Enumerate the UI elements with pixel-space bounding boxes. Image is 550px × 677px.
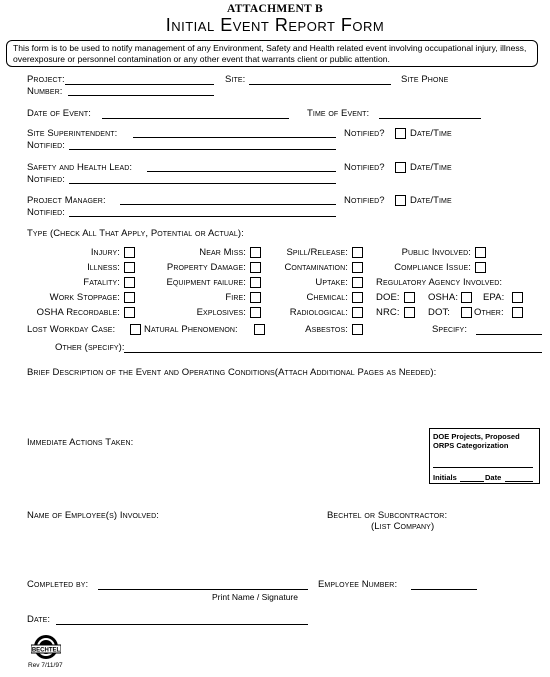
safety-lead-notified-input[interactable]	[69, 183, 336, 184]
superintendent-notified-input[interactable]	[69, 149, 336, 150]
compliance-issue-checkbox[interactable]	[475, 262, 486, 273]
osha-recordable-checkbox[interactable]	[124, 307, 135, 318]
uptake-label: Uptake:	[315, 277, 348, 288]
radiological-checkbox[interactable]	[352, 307, 363, 318]
near-miss-checkbox[interactable]	[250, 247, 261, 258]
date-of-event-input[interactable]	[102, 118, 289, 119]
explosives-checkbox[interactable]	[250, 307, 261, 318]
explosives-label: Explosives:	[196, 307, 246, 318]
nrc-checkbox[interactable]	[404, 307, 415, 318]
near-miss-label: Near Miss:	[199, 247, 246, 258]
fire-label: Fire:	[225, 292, 246, 303]
property-damage-checkbox[interactable]	[250, 262, 261, 273]
logo-text: BECHTEL	[31, 647, 61, 654]
illness-label: Illness:	[87, 262, 120, 273]
completed-by-input[interactable]	[98, 589, 308, 590]
nrc-label: NRC:	[376, 307, 400, 318]
completed-by-label: Completed by:	[27, 579, 89, 590]
chemical-label: Chemical:	[306, 292, 348, 303]
superintendent-notified-q: Notified?	[344, 128, 385, 139]
number-input[interactable]	[68, 95, 214, 96]
equipment-failure-label: Equipment failure:	[166, 277, 246, 288]
bechtel-subcontractor-label: Bechtel or Subcontractor:	[327, 510, 448, 521]
employee-number-input[interactable]	[411, 589, 477, 590]
spill-release-label: Spill/Release:	[286, 247, 348, 258]
site-superintendent-input[interactable]	[133, 137, 336, 138]
injury-label: Injury:	[90, 247, 120, 258]
lost-workday-label: Lost Workday Case:	[27, 324, 116, 335]
employees-involved-label: Name of Employee(s) Involved:	[27, 510, 159, 521]
number-label: Number:	[27, 86, 63, 97]
orps-categorization-box	[429, 428, 540, 484]
form-title: Initial Event Report Form	[165, 15, 385, 35]
project-manager-notified-input[interactable]	[69, 216, 336, 217]
site-label: Site:	[225, 74, 246, 85]
superintendent-notified-checkbox[interactable]	[395, 128, 406, 139]
orps-date-input[interactable]	[505, 481, 533, 482]
specify-input[interactable]	[476, 334, 542, 335]
compliance-issue-label: Compliance Issue:	[394, 262, 471, 273]
injury-checkbox[interactable]	[124, 247, 135, 258]
project-manager-notified-checkbox[interactable]	[395, 195, 406, 206]
orps-date-label: Date	[485, 473, 502, 482]
natural-phenomenon-label: Natural Phenomenon:	[144, 324, 238, 335]
safety-lead-label: Safety and Health Lead:	[27, 162, 133, 173]
employee-number-label: Employee Number:	[318, 579, 398, 590]
public-involved-label: Public Involved:	[401, 247, 471, 258]
time-of-event-input[interactable]	[379, 118, 481, 119]
orps-initials-label: Initials	[433, 473, 457, 482]
project-manager-notified-label: Notified:	[27, 207, 66, 218]
spill-release-checkbox[interactable]	[352, 247, 363, 258]
immediate-actions-label: Immediate Actions Taken:	[27, 437, 134, 448]
project-label: Project:	[27, 74, 65, 85]
project-input[interactable]	[65, 84, 214, 85]
bechtel-logo	[31, 633, 61, 661]
project-manager-datetime-label: Date/Time	[410, 195, 452, 206]
specify-label: Specify:	[432, 324, 468, 335]
uptake-checkbox[interactable]	[352, 277, 363, 288]
other-agency-checkbox[interactable]	[512, 307, 523, 318]
radiological-label: Radiological:	[289, 307, 348, 318]
project-manager-notified-q: Notified?	[344, 195, 385, 206]
contamination-checkbox[interactable]	[352, 262, 363, 273]
contamination-label: Contamination:	[284, 262, 348, 273]
list-company-label: (List Company)	[371, 521, 435, 532]
asbestos-checkbox[interactable]	[352, 324, 363, 335]
work-stoppage-checkbox[interactable]	[124, 292, 135, 303]
public-involved-checkbox[interactable]	[475, 247, 486, 258]
orps-category-input[interactable]	[433, 467, 533, 468]
equipment-failure-checkbox[interactable]	[250, 277, 261, 288]
asbestos-label: Asbestos:	[305, 324, 348, 335]
dot-label: DOT:	[428, 307, 451, 318]
fire-checkbox[interactable]	[250, 292, 261, 303]
doe-label: DOE:	[376, 292, 400, 303]
project-manager-input[interactable]	[120, 204, 336, 205]
osha-label: OSHA:	[428, 292, 459, 303]
type-heading: Type (Check All That Apply, Potential or Actual):	[27, 228, 244, 239]
notice-box: This form is to be used to notify management of any Environment, Safety and Health related event involving occupational injury, illness, overexposure or personnel contamination or any other event that warrants client or public attention.	[6, 40, 538, 67]
lost-workday-checkbox[interactable]	[130, 324, 141, 335]
safety-lead-notified-q: Notified?	[344, 162, 385, 173]
osha-recordable-label: OSHA Recordable:	[36, 307, 120, 318]
property-damage-label: Property Damage:	[166, 262, 246, 273]
date-of-event-label: Date of Event:	[27, 108, 91, 119]
osha-checkbox[interactable]	[461, 292, 472, 303]
attachment-label: ATTACHMENT B	[227, 3, 323, 15]
epa-label: EPA:	[483, 292, 505, 303]
print-name-label: Print Name / Signature	[212, 592, 298, 602]
orps-line2: ORPS Categorization	[433, 441, 509, 450]
other-agency-label: Other:	[474, 307, 504, 318]
time-of-event-label: Time of Event:	[307, 108, 370, 119]
safety-lead-datetime-label: Date/Time	[410, 162, 452, 173]
revision-label: Rev 7/11/97	[28, 662, 63, 669]
doe-checkbox[interactable]	[404, 292, 415, 303]
other-specify-label: Other (specify):	[55, 342, 125, 353]
fatality-label: Fatality:	[83, 277, 120, 288]
fatality-checkbox[interactable]	[124, 277, 135, 288]
superintendent-datetime-label: Date/Time	[410, 128, 452, 139]
safety-lead-notified-checkbox[interactable]	[395, 162, 406, 173]
regulatory-agency-label: Regulatory Agency Involved:	[376, 277, 503, 288]
brief-description-label: Brief Description of the Event and Operating Conditions(Attach Additional Pages as Needed):	[27, 367, 437, 378]
work-stoppage-label: Work Stoppage:	[49, 292, 120, 303]
site-phone-label: Site Phone	[401, 74, 449, 85]
site-input[interactable]	[249, 84, 391, 85]
project-manager-label: Project Manager:	[27, 195, 106, 206]
dot-checkbox[interactable]	[461, 307, 472, 318]
safety-lead-notified-label: Notified:	[27, 174, 66, 185]
date-label: Date:	[27, 614, 51, 625]
safety-lead-input[interactable]	[147, 171, 336, 172]
chemical-checkbox[interactable]	[352, 292, 363, 303]
other-specify-input[interactable]	[124, 352, 542, 353]
orps-line1: DOE Projects, Proposed	[433, 432, 520, 441]
date-input[interactable]	[56, 624, 308, 625]
superintendent-notified-label: Notified:	[27, 140, 66, 151]
epa-checkbox[interactable]	[512, 292, 523, 303]
site-superintendent-label: Site Superintendent:	[27, 128, 118, 139]
orps-initials-input[interactable]	[460, 481, 484, 482]
illness-checkbox[interactable]	[124, 262, 135, 273]
